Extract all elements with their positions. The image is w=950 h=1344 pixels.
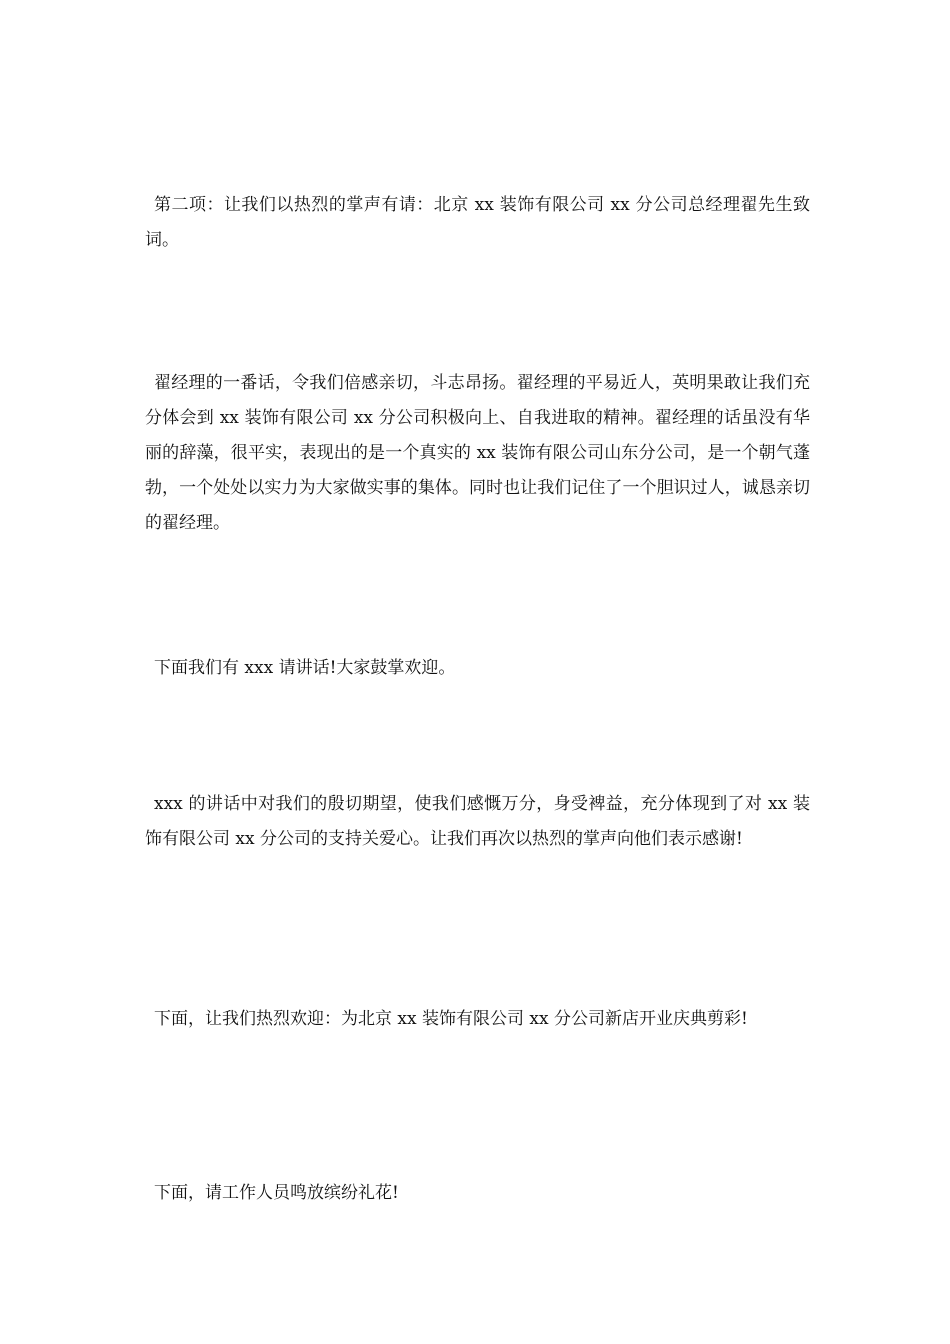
paragraph-thanks: xxx 的讲话中对我们的殷切期望，使我们感慨万分，身受裨益，充分体现到了对 xx 装饰有限公司 xx 分公司的支持关爱心。让我们再次以热烈的掌声向他们表示感谢! — [145, 794, 810, 849]
paragraph-program-item-2: 第二项：让我们以热烈的掌声有请：北京 xx 装饰有限公司 xx 分公司总经理翟先生致词。 — [145, 195, 810, 250]
paragraph-manager-speech-review: 翟经理的一番话，令我们倍感亲切，斗志昂扬。翟经理的平易近人，英明果敢让我们充分体会到 xx 装饰有限公司 xx 分公司积极向上、自我进取的精神。翟经理的话虽没有华丽的辞藻，很平实，表现出的是一个真实的 xx 装饰有限公司山东分公司，是一个朝气蓬勃，一个处处以实力为大家做实事的集体。同时也让我们记住了一个胆识过人，诚恳亲切的翟经理。 — [145, 373, 810, 533]
paragraph-ribbon-cutting: 下面，让我们热烈欢迎：为北京 xx 装饰有限公司 xx 分公司新店开业庆典剪彩! — [154, 1009, 748, 1029]
paragraph-next-speaker: 下面我们有 xxx 请讲话!大家鼓掌欢迎。 — [154, 658, 456, 678]
paragraph-fireworks: 下面，请工作人员鸣放缤纷礼花! — [154, 1183, 399, 1203]
